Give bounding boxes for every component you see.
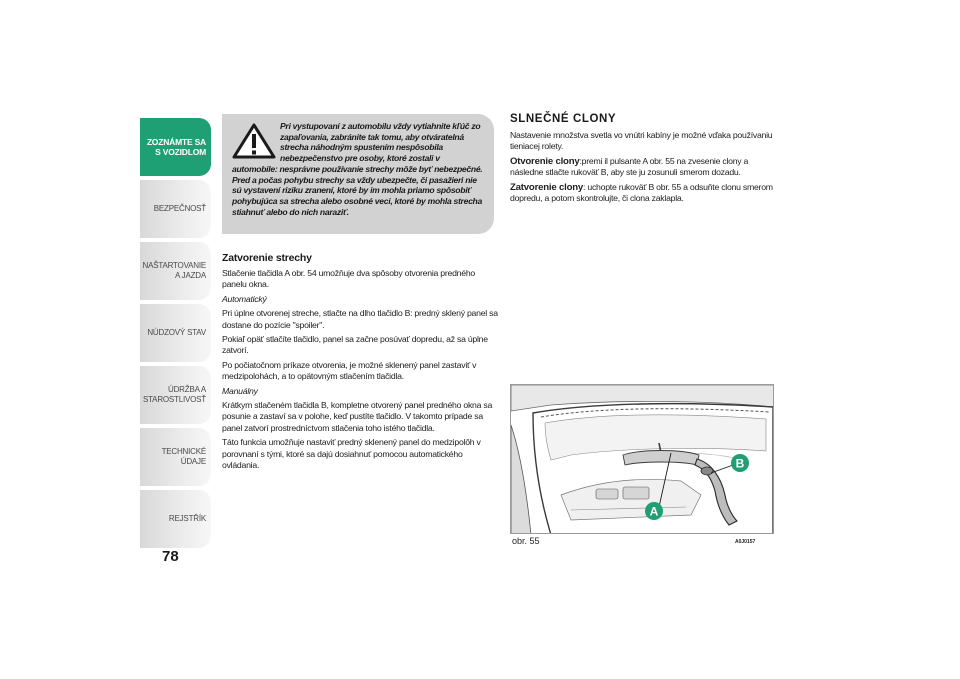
tab-technicke-udaje[interactable]: TECHNICKÉ ÚDAJE [140, 428, 211, 486]
figure-code: A0J0157 [735, 539, 756, 545]
paragraph: Stlačenie tlačidla A obr. 54 umožňuje dva spôsoby otvorenia predného panelu okna. [222, 268, 475, 290]
section-heading-slnecne-clony: SLNEČNÉ CLONY [510, 113, 617, 125]
tab-udrzba-a-starostlivost[interactable]: ÚDRŽBA A STAROSTLIVOSŤ [140, 366, 211, 424]
warning-triangle-icon [232, 123, 276, 159]
paragraph: Nastavenie množstva svetla vo vnútri kabíny je možné vďaka používaniu tieniacej rolety. [510, 130, 773, 152]
subheading-automaticky: Automatický [222, 293, 267, 304]
page-number: 78 [162, 548, 179, 565]
left-column [222, 252, 498, 475]
sunshade-illustration [511, 385, 774, 534]
paragraph: Pri úplne otvorenej streche, stlačte na dlho tlačidlo B: predný sklený panel sa dostane do pozície "spoiler". [222, 308, 498, 330]
lead-close: Zatvorenie clony [510, 181, 584, 193]
figure-label-a: A [649, 504, 659, 519]
paragraph-close: Zatvorenie clony: uchopte rukoväť B obr. 55 a odsuňte clonu smerom dopredu, a potom skontrolujte, či clona zaklapla. [510, 181, 773, 204]
paragraph: Pokiaľ opäť stlačíte tlačidlo, panel sa začne posúvať dopredu, až sa úplne zatvorí. [222, 334, 488, 356]
tab-nudzovy-stav[interactable]: NÚDZOVÝ STAV [140, 304, 211, 362]
section-heading-zatvorenie: Zatvorenie strechy [222, 252, 312, 264]
tab-bezpecnost[interactable]: BEZPEČNOSŤ [140, 180, 211, 238]
tab-rejstrik[interactable]: REJSTŘÍK [140, 490, 211, 548]
subheading-manualny: Manuálny [222, 385, 258, 396]
warning-box [222, 114, 494, 234]
right-column [510, 113, 775, 207]
paragraph: Krátkym stlačeném tlačidla B, kompletne otvorený panel predného okna sa posunie a zastaví sa v polohe, keď pustíte tlačidlo. V takomto prípade sa panel zatvorí prostredníctvom stlačenia toho istého tlačidla. [222, 400, 493, 433]
tab-zoznamte-sa-s-vozidlom[interactable]: ZOZNÁMTE SA S VOZIDLOM [140, 118, 211, 176]
tab-nastartovanie-a-jazda[interactable]: NAŠTARTOVANIE A JAZDA [140, 242, 211, 300]
paragraph-open: Otvorenie clony:premi il pulsante A obr. 55 na zvesenie clony a následne stlačte rukoväť B, aby ste ju zosunuli smerom dozadu. [510, 155, 749, 178]
figure-caption: obr. 55 [512, 536, 540, 546]
figure-label-b: B [735, 456, 745, 471]
warning-text: Pri vystupovaní z automobilu vždy vytiahnite kľúč zo zapaľovania, zabránite tak tomu, aby otváratelná strecha náhodným spustením nespôsobila nebezpečenstvo pre osoby, ktoré zostali v automobile: nesprávne používanie strechy môže byť nebezpečné. Pred a počas pohybu strechy sa vždy ubezpečte, či pasažieri nie sú vystavení riziku zranení, ktoré by im mohla priamo spôsobiť pohybujúca sa strecha alebo osobné veci, ktoré by mohla strecha stiahnuť alebo do nich naraziť. [232, 121, 483, 217]
paragraph: Po počiatočnom príkaze otvorenia, je možné sklenený panel zastaviť v medzipolohách, a to opätovným stlačením tlačidla. [222, 359, 477, 382]
lead-open: Otvorenie clony [510, 155, 580, 167]
figure-sunshade [510, 384, 774, 534]
paragraph: Táto funkcia umožňuje nastaviť predný sklenený panel do medzipolôh v porovnaní s tými, ktoré sa dajú dosiahnuť pomocou automatického ovládania. [222, 437, 481, 471]
